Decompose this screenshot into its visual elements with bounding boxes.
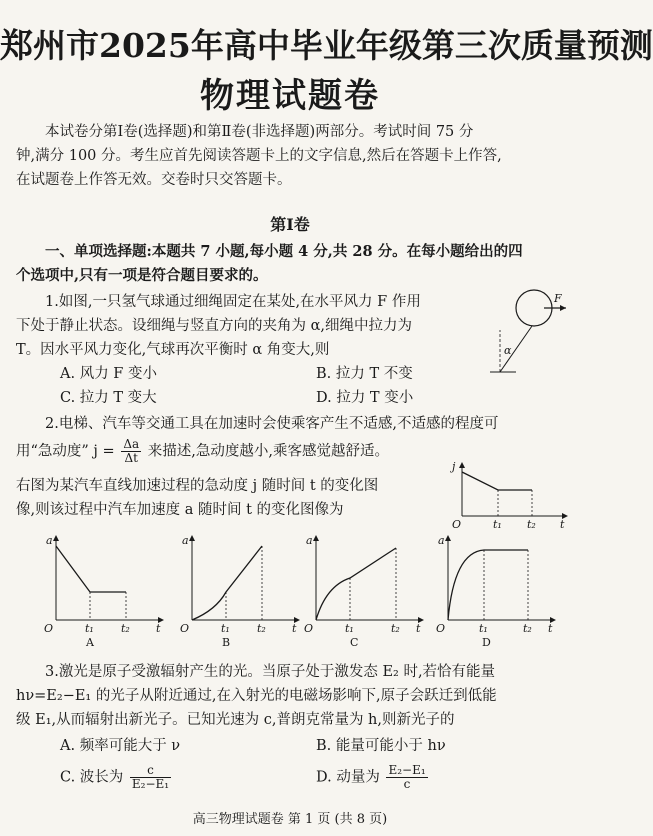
q3-option-c-pre: C. 波长为 (60, 769, 124, 786)
q3-line-3: 级 E₁,从而辐射出新光子。已知光速为 c,普朗克常量为 h,则新光子的 (16, 712, 455, 728)
q2-line-2 (16, 438, 436, 465)
t1-label: t₁ (479, 622, 488, 635)
part1-line-1: 一、单项选择题:本题共 7 小题,每小题 4 分,共 28 分。在每小题给出的四 (45, 243, 523, 260)
intro-line-2: 钟,满分 100 分。考生应首先阅读答题卡上的文字信息,然后在答题卡上作答, (16, 148, 502, 164)
alpha-label: α (504, 344, 512, 357)
q3-option-d-pre: D. 动量为 (316, 769, 380, 786)
origin-label: O (304, 622, 314, 635)
option-label: C (350, 636, 359, 649)
q1-balloon-figure (488, 284, 570, 380)
axis-y-label: a (46, 534, 53, 547)
q3-option-a: A. 频率可能大于 ν (60, 738, 181, 754)
q2-option-graph-a (40, 530, 170, 648)
t2-label: t₂ (523, 622, 532, 635)
q3-line-1: 3.激光是原子受激辐射产生的光。当原子处于激发态 E₂ 时,若恰有能量 (45, 664, 496, 680)
accel-curve (56, 546, 126, 592)
accel-curve (316, 548, 396, 620)
intro-line-3: 在试题卷上作答无效。交卷时只交答题卡。 (16, 172, 292, 188)
q1-option-d: D. 拉力 T 变小 (316, 390, 414, 406)
q2-option-graph-c (300, 530, 430, 648)
jerk-fraction (121, 438, 141, 465)
q2-line-1: 2.电梯、汽车等交通工具在加速时会使乘客产生不适感,不适感的程度可 (45, 416, 499, 432)
option-label: B (222, 636, 231, 649)
accel-curve (192, 546, 262, 620)
q1-option-b: B. 拉力 T 不变 (316, 366, 413, 382)
origin-label: O (452, 518, 462, 531)
momentum-fraction (386, 764, 427, 791)
axis-x-label: t (416, 622, 421, 635)
axis-x-label: t (156, 622, 161, 635)
axis-y-arrow-icon (189, 535, 195, 541)
t2-label: t₂ (257, 622, 266, 635)
q1-line-2: 下处于静止状态。设细绳与竖直方向的夹角为 α,细绳中拉力为 (16, 318, 413, 334)
t1-label: t₁ (345, 622, 354, 635)
axis-y-arrow-icon (53, 535, 59, 541)
page-footer: 高三物理试题卷 第 1 页 (共 8 页) (192, 812, 388, 827)
t2-label: t₂ (527, 518, 536, 531)
option-label: A (86, 636, 94, 649)
section-title: 第Ⅰ卷 (270, 215, 310, 234)
force-label: F (554, 292, 562, 305)
q3-line-2: hν=E₂−E₁ 的光子从附近通过,在入射光的电磁场影响下,原子会跃迁到低能 (16, 688, 497, 704)
q2-line-4: 像,则该过程中汽车加速度 a 随时间 t 的变化图像为 (16, 502, 344, 518)
exam-title: 郑州市2025年高中毕业年级第三次质量预测 (0, 26, 653, 65)
t2-label: t₂ (121, 622, 130, 635)
q1-line-1: 1.如图,一只氢气球通过细绳固定在某处,在水平风力 F 作用 (45, 294, 421, 310)
jerk-fraction-den: Δt (124, 451, 138, 465)
q1-line-3: T。因水平风力变化,气球再次平衡时 α 角变大,则 (16, 342, 330, 358)
q2-jerk-graph (448, 460, 572, 530)
q3-option-b: B. 能量可能小于 hν (316, 738, 446, 754)
axis-y-arrow-icon (445, 535, 451, 541)
q1-option-c: C. 拉力 T 变大 (60, 390, 157, 406)
axis-x-label: t (560, 518, 565, 531)
axis-y-label: a (182, 534, 189, 547)
jerk-curve (462, 472, 532, 490)
axis-y-label: j (452, 460, 456, 473)
t1-label: t₁ (85, 622, 94, 635)
accel-curve (448, 550, 528, 620)
wavelength-fraction (130, 764, 171, 791)
jerk-fraction-num: Δa (123, 437, 140, 451)
q2-line-2-pre: 用“急动度” j = (16, 443, 115, 460)
axis-y-arrow-icon (313, 535, 319, 541)
wavelength-num: c (130, 764, 171, 778)
option-label: D (482, 636, 491, 649)
t1-label: t₁ (493, 518, 502, 531)
wavelength-den: E₂−E₁ (131, 777, 170, 791)
momentum-den: c (403, 777, 411, 791)
q2-line-3: 右图为某汽车直线加速过程的急动度 j 随时间 t 的变化图 (16, 478, 379, 494)
axis-y-label: a (306, 534, 313, 547)
q1-option-a: A. 风力 F 变小 (60, 366, 157, 382)
t2-label: t₂ (391, 622, 400, 635)
q3-option-c (60, 764, 173, 791)
axis-y-label: a (438, 534, 445, 547)
q2-option-graph-b (176, 530, 306, 648)
q2-line-2-post: 来描述,急动度越小,乘客感觉越舒适。 (147, 443, 389, 460)
wind-arrowhead-icon (560, 305, 566, 311)
q3-option-d (316, 764, 430, 791)
t1-label: t₁ (221, 622, 230, 635)
origin-label: O (44, 622, 54, 635)
origin-label: O (180, 622, 190, 635)
intro-line-1: 本试卷分第Ⅰ卷(选择题)和第Ⅱ卷(非选择题)两部分。考试时间 75 分 (45, 124, 474, 140)
exam-subtitle: 物理试题卷 (200, 76, 380, 116)
axis-y-arrow-icon (459, 462, 465, 468)
part1-line-2: 个选项中,只有一项是符合题目要求的。 (16, 267, 268, 284)
axis-x-label: t (292, 622, 297, 635)
origin-label: O (436, 622, 446, 635)
momentum-num: E₂−E₁ (388, 763, 426, 777)
axis-x-label: t (548, 622, 553, 635)
q2-option-graph-d (432, 530, 562, 648)
